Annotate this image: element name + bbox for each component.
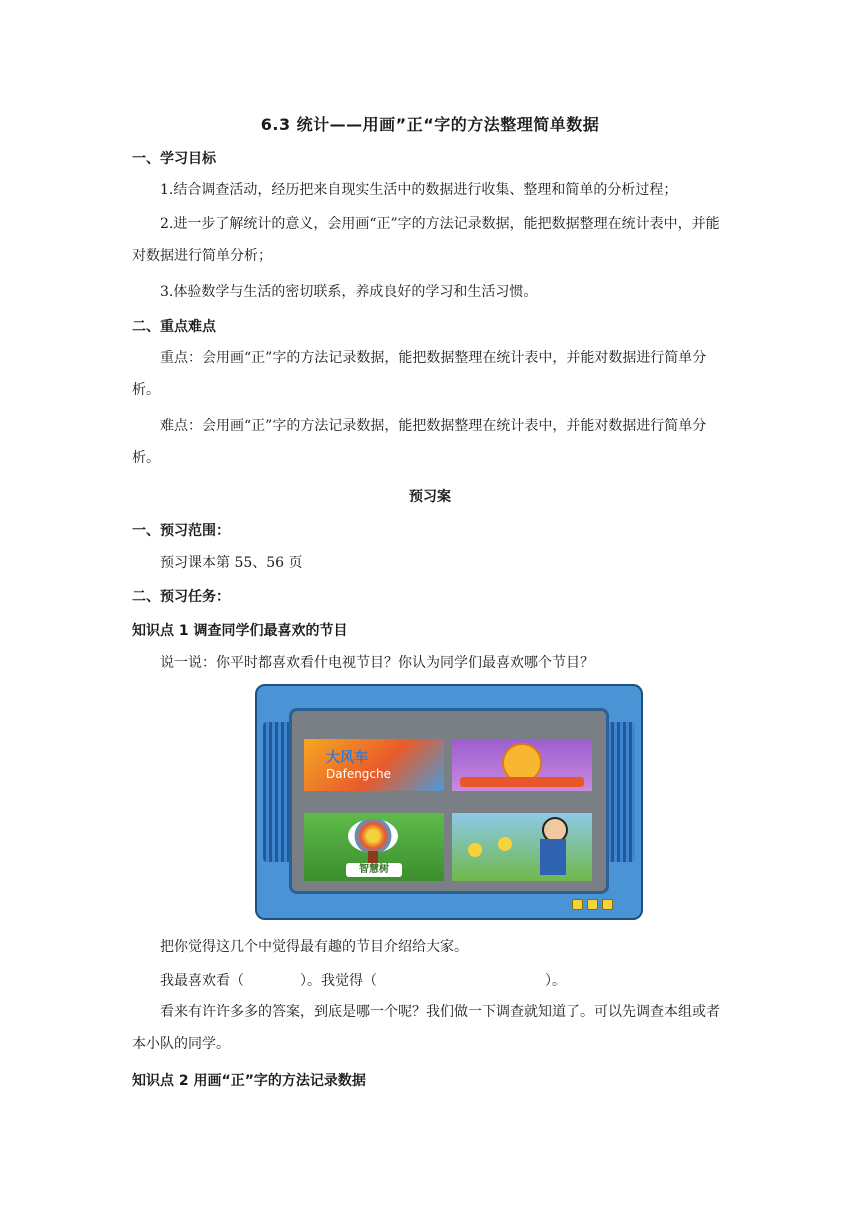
program-tile-cartoon-sun (452, 739, 592, 791)
knowledge-point-1-heading: 知识点 1 调查同学们最喜欢的节目 (132, 623, 348, 639)
survey-paragraph: 看来有许许多多的答案，到底是哪一个呢？我们做一下调查就知道了。可以先调查本组或者本小队的同学。 (132, 1004, 720, 1052)
tile-logo-text: 智慧树 (346, 863, 402, 877)
tv-speaker-right (605, 722, 635, 862)
preview-scope-text: 预习课本第 55、56 页 (160, 555, 303, 571)
goal-2: 2.进一步了解统计的意义，会用画“正”字的方法记录数据，能把数据整理在统计表中，并能对数据进行简单分析； (132, 216, 720, 264)
preview-task-heading: 二、预习任务： (132, 589, 230, 605)
knowledge-point-2-heading: 知识点 2 用画“正”字的方法记录数据 (132, 1073, 366, 1089)
fill-in-line: 我最喜欢看（ ）。我觉得（ ）。 (160, 973, 566, 989)
tv-screen (289, 708, 609, 894)
tile-logo-latin: Dafengche (326, 767, 392, 781)
goal-3: 3.体验数学与生活的密切联系，养成良好的学习和生活习惯。 (160, 284, 538, 300)
preview-scope-heading: 一、预习范围： (132, 523, 230, 539)
after-image-text: 把你觉得这几个中觉得最有趣的节目介绍给大家。 (160, 939, 468, 955)
page-title: 6.3 统计——用画”正“字的方法整理简单数据 (260, 115, 600, 134)
tile-banner (460, 777, 584, 787)
goal-1: 1.结合调查活动，经历把来自现实生活中的数据进行收集、整理和简单的分析过程； (160, 182, 678, 198)
kp1-question: 说一说：你平时都喜欢看什电视节目？你认为同学们最喜欢哪个节目？ (160, 655, 594, 671)
program-tile-cartoon-kids (452, 813, 592, 881)
tile-logo-text: 大风车 (326, 750, 368, 766)
character-body (540, 839, 566, 875)
program-tile-zhihuishu (304, 813, 444, 881)
tv-buttons (572, 899, 613, 910)
key-points-heading: 二、重点难点 (132, 319, 216, 335)
key-point-text: 重点：会用画“正”字的方法记录数据，能把数据整理在统计表中，并能对数据进行简单分析。 (132, 350, 707, 398)
tv-illustration (255, 684, 643, 920)
learning-goals-heading: 一、学习目标 (132, 151, 216, 167)
difficulty-text: 难点：会用画“正”字的方法记录数据，能把数据整理在统计表中，并能对数据进行简单分析。 (132, 418, 707, 466)
program-tile-dafengche (304, 739, 444, 791)
flower-icon (498, 837, 512, 851)
tree-icon (348, 819, 398, 853)
preview-heading: 预习案 (409, 489, 451, 505)
flower-icon (468, 843, 482, 857)
